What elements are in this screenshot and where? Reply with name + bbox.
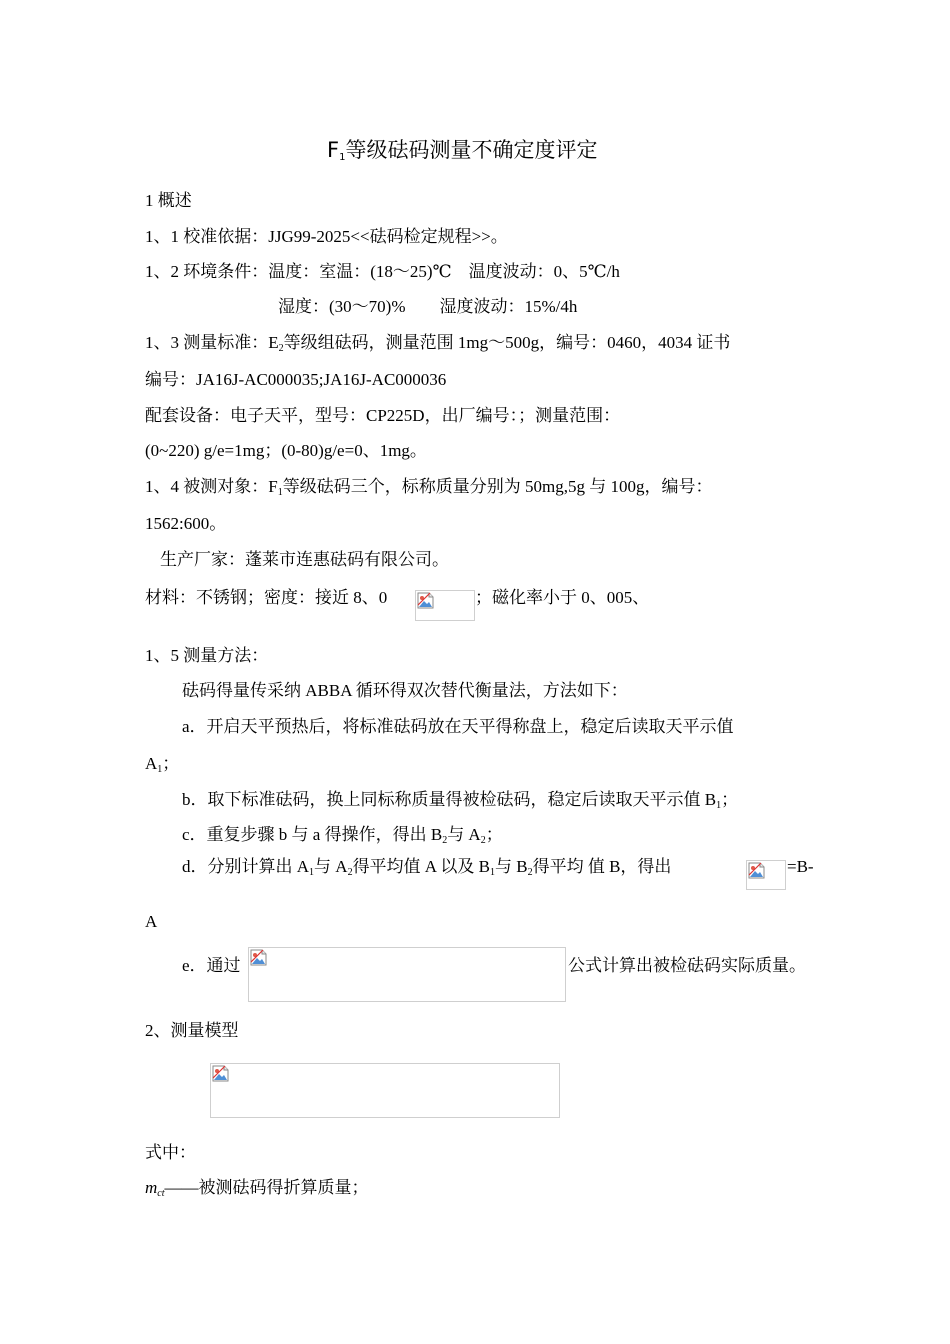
- broken-image-icon: [212, 1065, 229, 1082]
- environment-temperature: 1、2 环境条件：温度：室温：(18～25)℃ 温度波动：0、5℃/h: [145, 262, 620, 281]
- broken-image-icon: [748, 862, 765, 879]
- method-step-d-tail: =B-: [787, 857, 814, 876]
- title-subscript: 1: [339, 152, 346, 163]
- page-title: $F_1$等级砝码测量不确定度评定: [327, 138, 598, 163]
- method-step-d-cont: A: [145, 912, 158, 931]
- broken-image-icon: [250, 949, 267, 966]
- delta-formula-image: [746, 860, 786, 890]
- measurement-model-image: [210, 1063, 560, 1118]
- method-step-a: a．开启天平预热后，将标准砝码放在天平得称盘上，稳定后读取天平示值: [182, 717, 734, 736]
- method-step-e-post: 公式计算出被检砝码实际质量。: [568, 956, 806, 975]
- environment-humidity: 湿度：(30～70)% 湿度波动：15%/4h: [278, 297, 578, 316]
- magnetic-susceptibility: ；磁化率小于 0、005、: [475, 588, 650, 607]
- method-step-e-pre: e．通过: [182, 956, 241, 975]
- measurement-standard: 1、3 测量标准：$E_2$等级组砝码，测量范围 1mg～500g，编号：0460，4034 证书: [145, 333, 731, 354]
- calibration-basis: 1、1 校准依据：JJG99-2025<<砝码检定规程>>。: [145, 227, 508, 246]
- balance-range: (0~220) g/e=1mg；(0-80)g/e=0、1mg。: [145, 441, 427, 460]
- method-step-b: b．取下标准砝码，换上同标称质量得被检砝码，稳定后读取天平示值 $B_1$；: [182, 790, 739, 811]
- method-step-c: c．重复步骤 b 与 a 得操作，得出 $B_2$与 $A_2$；: [182, 825, 503, 846]
- section-2-heading: 2、测量模型: [145, 1021, 239, 1040]
- method-intro: 砝码得量传采纳 ABBA 循环得双次替代衡量法，方法如下：: [182, 681, 628, 700]
- section-1-heading: 1 概述: [145, 191, 192, 210]
- test-object-number: 1562:600。: [145, 514, 227, 533]
- manufacturer: 生产厂家：蓬莱市连惠砝码有限公司。: [160, 550, 449, 569]
- material-line: 材料：不锈钢；密度：接近 8、0: [145, 588, 388, 607]
- method-step-a-cont: $A_1$；: [145, 754, 180, 775]
- mct-definition: $m_{ct}——$被测砝码得折算质量；: [145, 1178, 369, 1199]
- test-object: 1、4 被测对象：$F_1$等级砝码三个，标称质量分别为 50mg,5g 与 100g，编号：: [145, 477, 713, 498]
- section-1-5-heading: 1、5 测量方法：: [145, 646, 269, 665]
- where-label: 式中：: [145, 1143, 196, 1162]
- certificate-number: 编号：JA16J-AC000035;JA16J-AC000036: [145, 370, 447, 389]
- broken-image-icon: [417, 592, 434, 609]
- method-step-d: d．分别计算出 $A_1$与 $A_2$得平均值 A 以及 $B_1$与 $B_2$得平均 值 B，得出: [182, 857, 672, 878]
- mass-formula-image: [248, 947, 566, 1002]
- auxiliary-equipment: 配套设备：电子天平，型号：CP225D，出厂编号：；测量范围：: [145, 406, 621, 425]
- density-unit-image: [415, 590, 475, 621]
